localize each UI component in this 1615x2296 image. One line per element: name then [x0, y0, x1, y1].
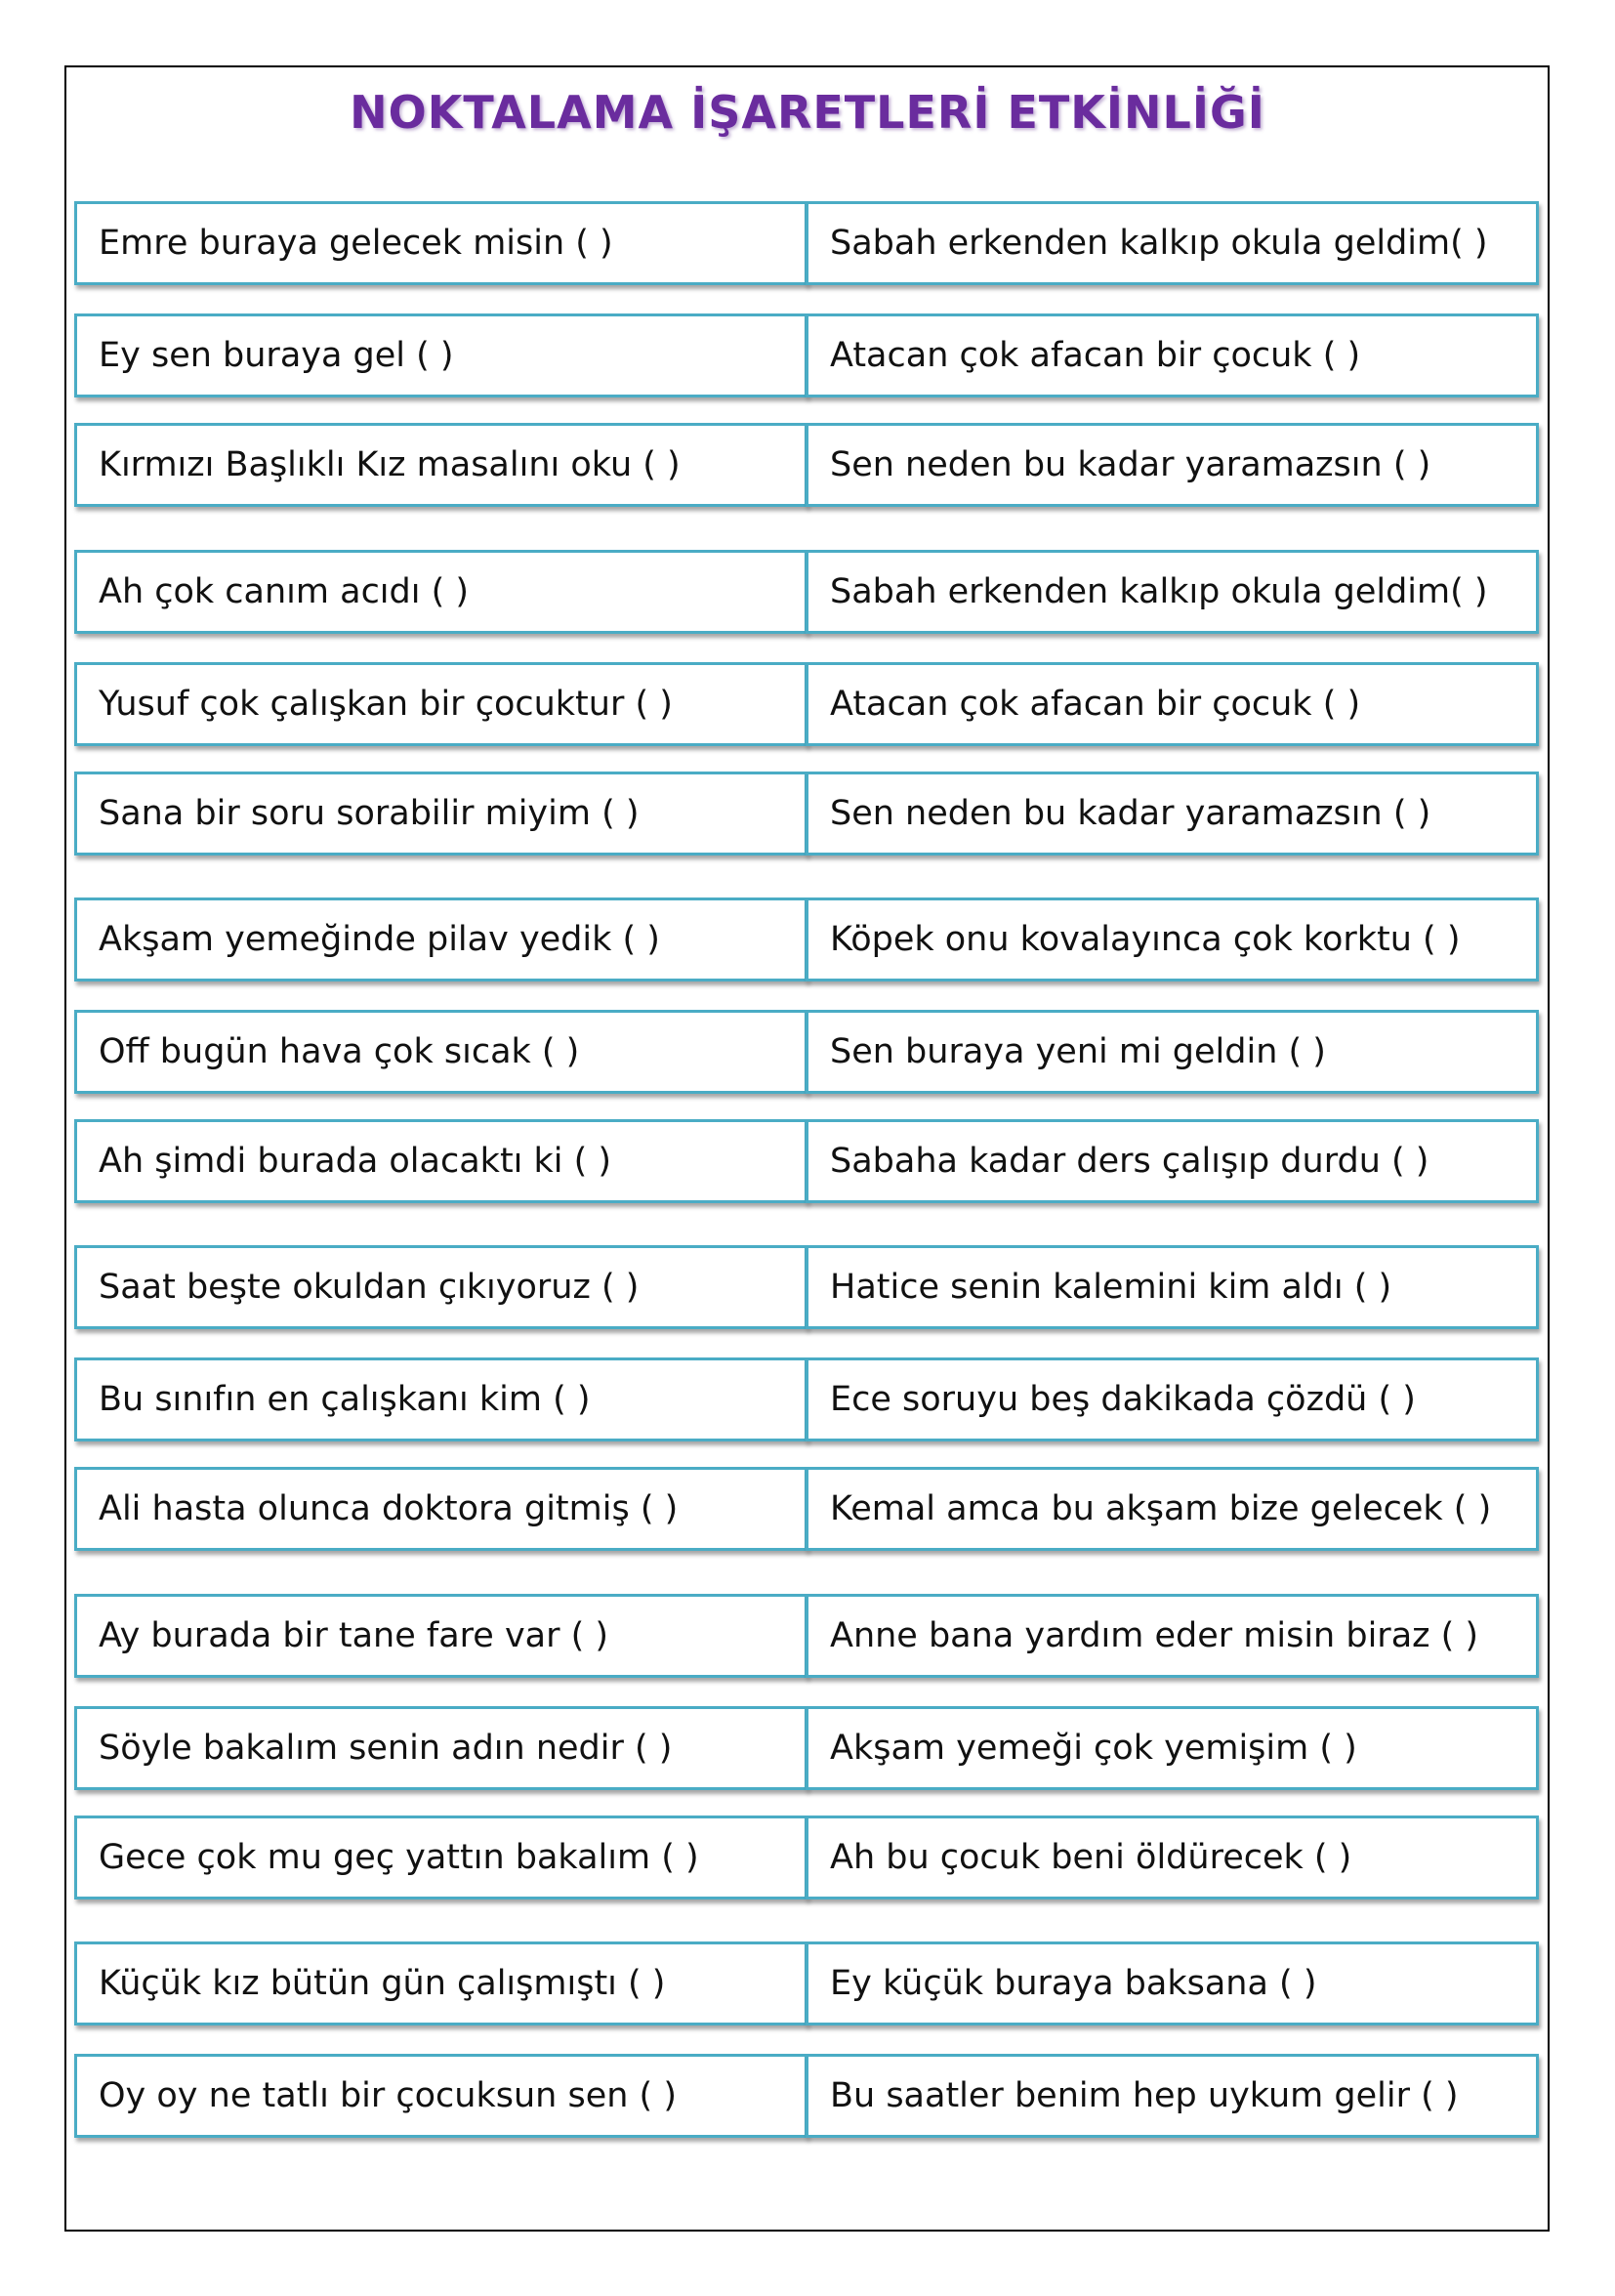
sentence-box-left — [74, 1706, 808, 1790]
sentence-box-left — [74, 2054, 808, 2138]
sentence-text: Köpek onu kovalayınca çok korktu ( ) — [830, 920, 1461, 959]
sentence-text: Sen neden bu kadar yaramazsın ( ) — [830, 794, 1431, 833]
exercise-row — [74, 1594, 1539, 1678]
sentence-text: Bu saatler benim hep uykum gelir ( ) — [830, 2076, 1459, 2115]
sentence-text: Akşam yemeğinde pilav yedik ( ) — [99, 920, 660, 959]
sentence-text: Gece çok mu geç yattın bakalım ( ) — [99, 1838, 699, 1877]
sentence-text: Sabaha kadar ders çalışıp durdu ( ) — [830, 1142, 1429, 1181]
sentence-box-left — [74, 1119, 808, 1203]
sentence-box-right — [806, 1010, 1539, 1094]
sentence-box-left — [74, 550, 808, 634]
sentence-text: Akşam yemeği çok yemişim ( ) — [830, 1729, 1357, 1768]
sentence-box-right — [806, 1467, 1539, 1551]
exercise-row — [74, 1357, 1539, 1441]
sentence-box-left — [74, 1245, 808, 1329]
sentence-box-right — [806, 423, 1539, 507]
exercise-row — [74, 1010, 1539, 1094]
sentence-text: Söyle bakalım senin adın nedir ( ) — [99, 1729, 673, 1768]
sentence-text: Bu sınıfın en çalışkanı kim ( ) — [99, 1380, 591, 1419]
sentence-box-right — [806, 662, 1539, 746]
sentence-text: Ah bu çocuk beni öldürecek ( ) — [830, 1838, 1352, 1877]
sentence-text: Emre buraya gelecek misin ( ) — [99, 224, 613, 263]
exercise-row — [74, 772, 1539, 856]
sentence-text: Sen buraya yeni mi geldin ( ) — [830, 1032, 1326, 1071]
exercise-row — [74, 662, 1539, 746]
sentence-box-right — [806, 1706, 1539, 1790]
exercise-row — [74, 201, 1539, 285]
exercise-row — [74, 1119, 1539, 1203]
sentence-box-right — [806, 550, 1539, 634]
sentence-text: Ali hasta olunca doktora gitmiş ( ) — [99, 1489, 679, 1528]
sentence-box-left — [74, 423, 808, 507]
exercise-row — [74, 313, 1539, 397]
exercise-row — [74, 1941, 1539, 2025]
sentence-text: Sabah erkenden kalkıp okula geldim( ) — [830, 572, 1488, 611]
sentence-box-right — [806, 772, 1539, 856]
exercise-row — [74, 1706, 1539, 1790]
sentence-text: Ay burada bir tane fare var ( ) — [99, 1616, 609, 1655]
sentence-box-left — [74, 201, 808, 285]
sentence-box-right — [806, 1245, 1539, 1329]
sentence-text: Off bugün hava çok sıcak ( ) — [99, 1032, 580, 1071]
sentence-box-right — [806, 1594, 1539, 1678]
sentence-text: Sen neden bu kadar yaramazsın ( ) — [830, 445, 1431, 484]
sentence-box-right — [806, 1119, 1539, 1203]
sentence-box-left — [74, 1357, 808, 1441]
sentence-text: Anne bana yardım eder misin biraz ( ) — [830, 1616, 1479, 1655]
sentence-text: Kırmızı Başlıklı Kız masalını oku ( ) — [99, 445, 681, 484]
sentence-text: Sabah erkenden kalkıp okula geldim( ) — [830, 224, 1488, 263]
sentence-box-right — [806, 898, 1539, 981]
sentence-box-right — [806, 2054, 1539, 2138]
exercise-row — [74, 1245, 1539, 1329]
exercise-row — [74, 423, 1539, 507]
exercise-row — [74, 550, 1539, 634]
sentence-text: Sana bir soru sorabilir miyim ( ) — [99, 794, 640, 833]
sentence-text: Ah çok canım acıdı ( ) — [99, 572, 470, 611]
sentence-box-right — [806, 313, 1539, 397]
sentence-box-left — [74, 1941, 808, 2025]
exercise-row — [74, 898, 1539, 981]
sentence-text: Ey sen buraya gel ( ) — [99, 336, 454, 375]
sentence-box-right — [806, 1941, 1539, 2025]
sentence-text: Hatice senin kalemini kim aldı ( ) — [830, 1268, 1392, 1307]
sentence-text: Ece soruyu beş dakikada çözdü ( ) — [830, 1380, 1416, 1419]
exercise-row — [74, 1816, 1539, 1899]
sentence-text: Ah şimdi burada olacaktı ki ( ) — [99, 1142, 612, 1181]
sentence-box-left — [74, 1467, 808, 1551]
sentence-box-right — [806, 1357, 1539, 1441]
sentence-text: Oy oy ne tatlı bir çocuksun sen ( ) — [99, 2076, 677, 2115]
sentence-text: Ey küçük buraya baksana ( ) — [830, 1964, 1317, 2003]
exercise-row — [74, 2054, 1539, 2138]
sentence-box-left — [74, 772, 808, 856]
sentence-text: Küçük kız bütün gün çalışmıştı ( ) — [99, 1964, 666, 2003]
sentence-box-right — [806, 1816, 1539, 1899]
page-title: NOKTALAMA İŞARETLERİ ETKİNLİĞİ — [350, 86, 1265, 139]
sentence-box-left — [74, 662, 808, 746]
sentence-text: Kemal amca bu akşam bize gelecek ( ) — [830, 1489, 1492, 1528]
sentence-text: Saat beşte okuldan çıkıyoruz ( ) — [99, 1268, 640, 1307]
sentence-box-right — [806, 201, 1539, 285]
sentence-text: Yusuf çok çalışkan bir çocuktur ( ) — [99, 685, 673, 724]
sentence-box-left — [74, 898, 808, 981]
sentence-box-left — [74, 1010, 808, 1094]
sentence-box-left — [74, 1594, 808, 1678]
sentence-box-left — [74, 1816, 808, 1899]
exercise-row — [74, 1467, 1539, 1551]
sentence-text: Atacan çok afacan bir çocuk ( ) — [830, 336, 1361, 375]
sentence-text: Atacan çok afacan bir çocuk ( ) — [830, 685, 1361, 724]
sentence-box-left — [74, 313, 808, 397]
